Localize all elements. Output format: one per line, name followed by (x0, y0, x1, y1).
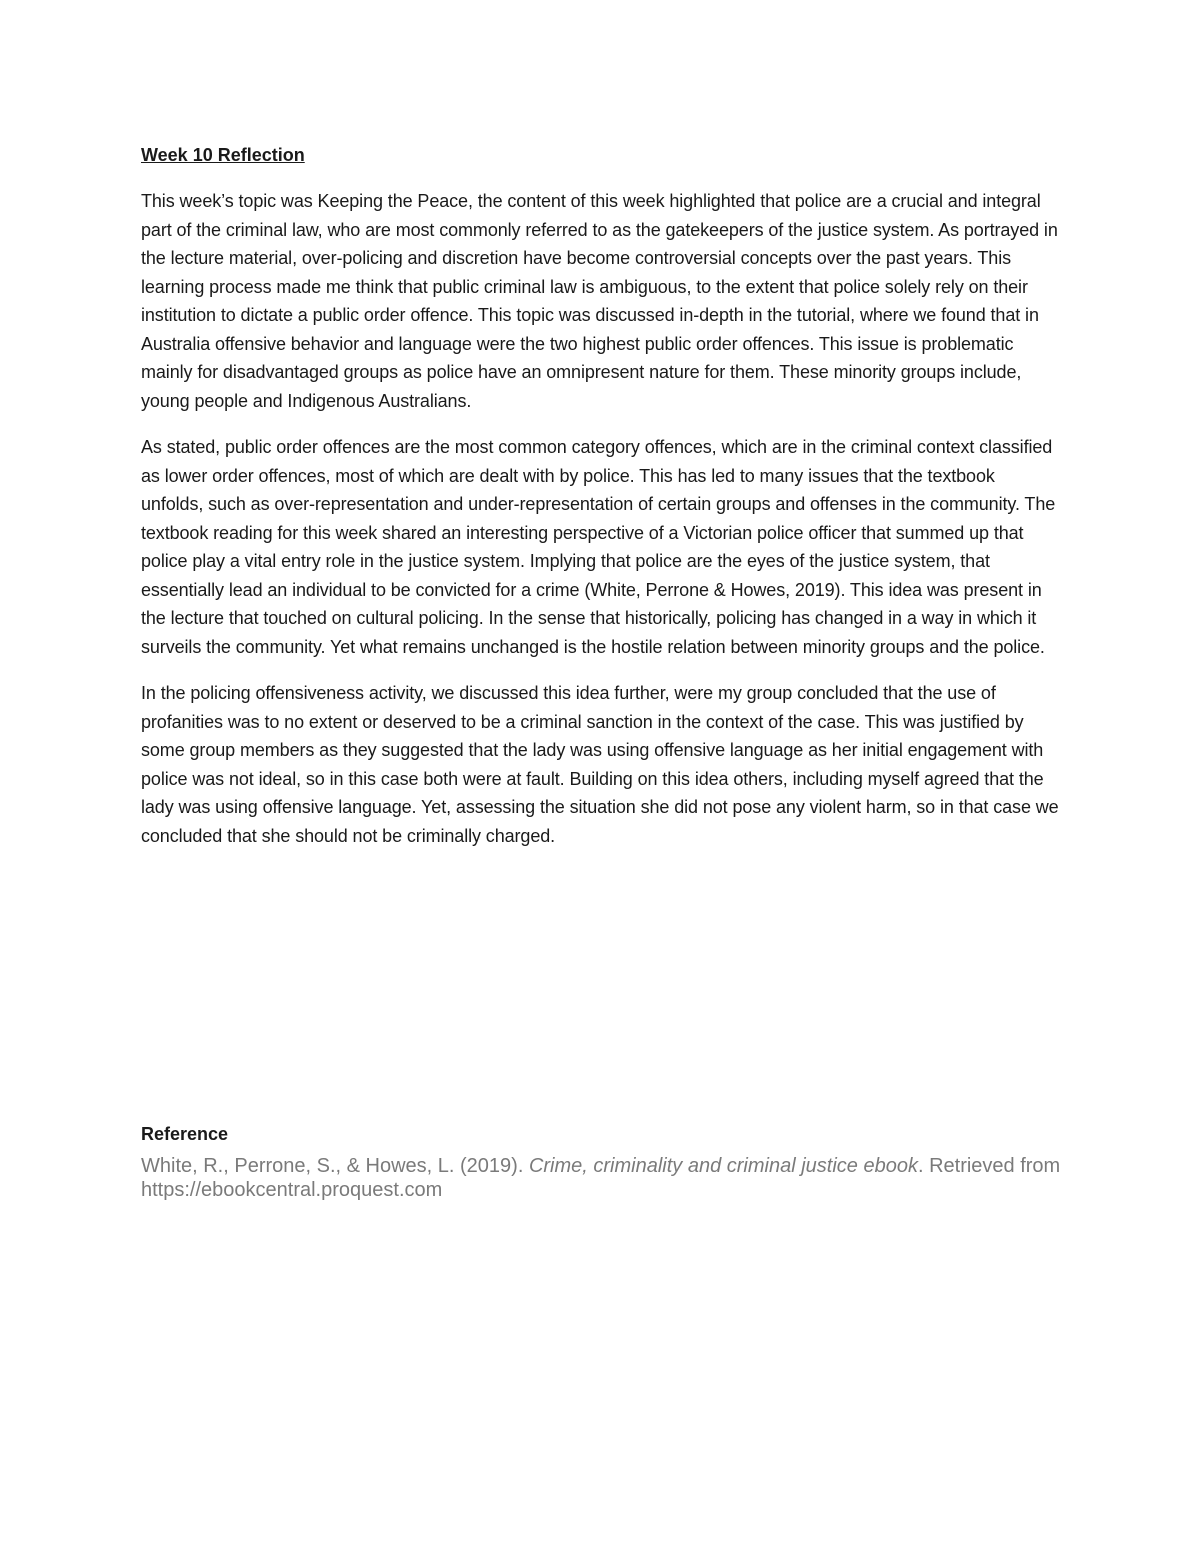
document-body (141, 141, 1061, 868)
reference-retrieved: . Retrieved from https://ebookcentral.proquest.com (141, 1155, 1061, 1201)
reference-section (141, 1120, 1061, 1202)
paragraph-3: In the policing offensiveness activity, we discussed this idea further, were my group concluded that the use of profanities was to no extent or deserved to be a criminal sanction in the context of the case. This was justified by some group members as they suggested that the lady was using offensive language as her initial engagement with police was not ideal, so in this case both were at fault. Building on this idea others, including myself agreed that the lady was using offensive language. Yet, assessing the situation she did not pose any violent harm, so in that case we concluded that she should not be criminally charged. (141, 683, 1059, 846)
reference-book-title: Crime, criminality and criminal justice ebook (528, 1155, 918, 1177)
reference-authors: White, R., Perrone, S., & Howes, L. (2019). (141, 1155, 529, 1177)
paragraph-1: This week’s topic was Keeping the Peace, the content of this week highlighted that police are a crucial and integral part of the criminal law, who are most commonly referred to as the gatekeepers of the justice system. As portrayed in the lecture material, over-policing and discretion have become controversial concepts over the past years. This learning process made me think that public criminal law is ambiguous, to the extent that police solely rely on their institution to dictate a public order offence. This topic was discussed in-depth in the tutorial, where we found that in Australia offensive behavior and language were the two highest public order offences. This issue is problematic mainly for disadvantaged groups as police have an omnipresent nature for them. These minority groups include, young people and Indigenous Australians. (141, 191, 1058, 411)
reference-heading: Reference (141, 1124, 229, 1144)
paragraph-2: As stated, public order offences are the most common category offences, which are in the criminal context classified as lower order offences, most of which are dealt with by police. This has led to many issues that the textbook unfolds, such as over-representation and under-representation of certain groups and offenses in the community. The textbook reading for this week shared an interesting perspective of a Victorian police officer that summed up that police play a vital entry role in the justice system. Implying that police are the eyes of the justice system, that essentially lead an individual to be convicted for a crime (White, Perrone & Howes, 2019). This idea was present in the lecture that touched on cultural policing. In the sense that historically, policing has changed in a way in which it surveils the community. Yet what remains unchanged is the hostile relation between minority groups and the police. (141, 437, 1056, 657)
reference-entry (141, 1154, 1061, 1202)
document-title: Week 10 Reflection (141, 145, 305, 165)
